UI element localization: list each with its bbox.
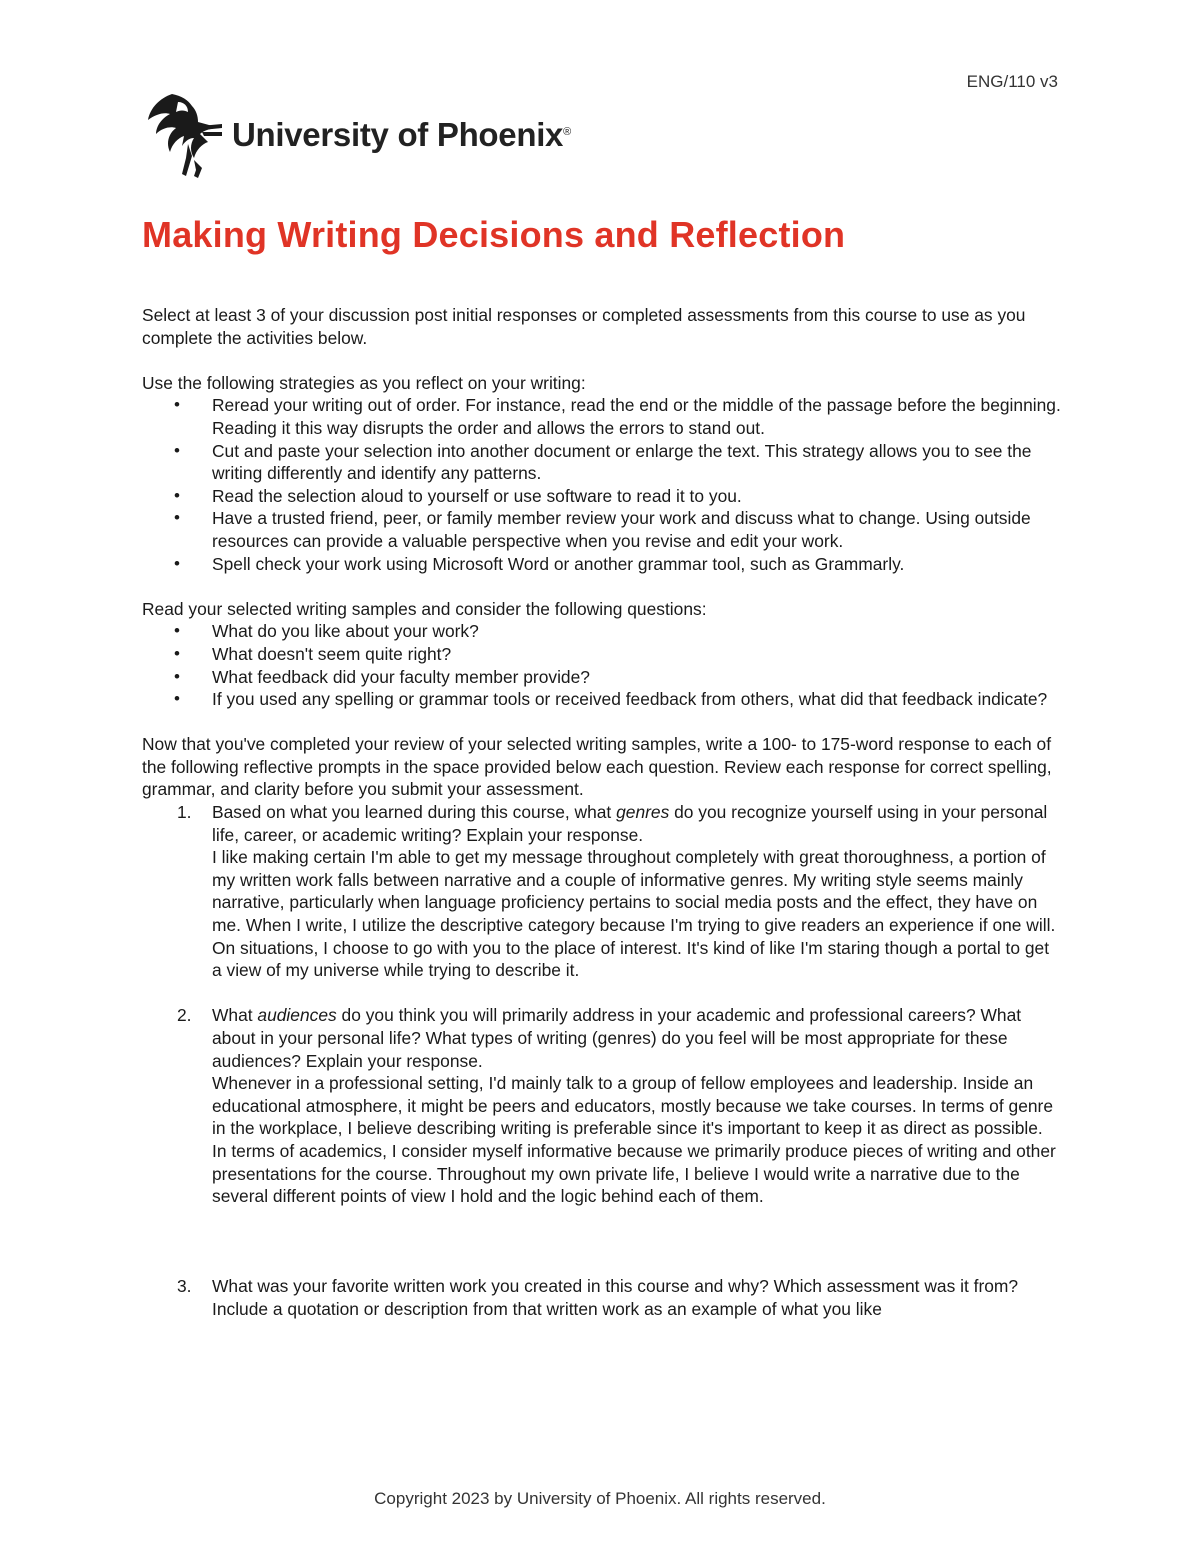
list-item: • What doesn't seem quite right?	[142, 643, 1062, 666]
strategies-lead: Use the following strategies as you reflect on your writing:	[142, 372, 586, 393]
list-item: • Reread your writing out of order. For instance, read the end or the middle of the passage before the beginning. Reading it this way disrupts the order and allows the errors to stand out.	[142, 394, 1062, 439]
prompt-text: What was your favorite written work you created in this course and why? Which assessment was it from? Include a quotation or description from that written work as an example of what you like	[212, 1276, 1019, 1319]
questions-lead: Read your selected writing samples and consider the following questions:	[142, 598, 707, 619]
strategies-list	[142, 394, 1062, 575]
prompt-item-3	[142, 1275, 1062, 1320]
prompts-list	[142, 801, 1062, 1320]
response-text: I like making certain I'm able to get my message throughout completely with great thoroughness, a portion of my written work falls between narrative and a couple of informative genres. My writing style seems mainly narrative, particularly when language proficiency pertains to social media posts and the effect, they have on me. When I write, I utilize the descriptive category because I'm trying to give readers an experience if one will. On situations, I choose to go with you to the place of interest. It's kind of like I'm staring though a portal to get a view of my universe while trying to describe it.	[212, 847, 1056, 981]
list-item: • What do you like about your work?	[142, 620, 1062, 643]
prompt-item-1	[142, 801, 1062, 982]
list-item: • Have a trusted friend, peer, or family member review your work and discuss what to change. Using outside resources can provide a valuable perspective when you revise and edit your work.	[142, 507, 1062, 552]
copyright-footer: Copyright 2023 by University of Phoenix. All rights reserved.	[374, 1489, 826, 1508]
intro-paragraph: Select at least 3 of your discussion post initial responses or completed assessments from this course to use as you complete the activities below.	[142, 305, 1026, 348]
prompt-number: 3.	[177, 1276, 192, 1297]
prompt-text: What audiences do you think you will primarily address in your academic and professional careers? What about in your personal life? What types of writing (genres) do you feel will be most appropriate for these audiences? Explain your response.	[212, 1005, 1022, 1071]
questions-list	[142, 620, 1062, 710]
prompt-item-2	[142, 1004, 1062, 1207]
list-item: • Spell check your work using Microsoft Word or another grammar tool, such as Grammarly.	[142, 553, 1062, 576]
list-item: • If you used any spelling or grammar tools or received feedback from others, what did that feedback indicate?	[142, 688, 1062, 711]
instructions-paragraph: Now that you've completed your review of your selected writing samples, write a 100- to 175-word response to each of the following reflective prompts in the space provided below each question. Review each response for correct spelling, grammar, and clarity before you submit your assessment.	[142, 734, 1052, 800]
prompt-number: 2.	[177, 1005, 192, 1026]
list-item: • Cut and paste your selection into another document or enlarge the text. This strategy allows you to see the writing differently and identify any patterns.	[142, 440, 1062, 485]
document-body	[142, 304, 1062, 1321]
phoenix-bird-icon	[142, 86, 224, 178]
university-logo	[142, 86, 571, 178]
document-title: Making Writing Decisions and Reflection	[142, 214, 846, 255]
course-code: ENG/110 v3	[966, 72, 1058, 91]
prompt-number: 1.	[177, 802, 192, 823]
logo-wordmark: University of Phoenix®	[232, 116, 571, 153]
response-text: Whenever in a professional setting, I'd mainly talk to a group of fellow employees and leadership. Inside an educational atmosphere, it might be peers and educators, mostly because we take courses. In terms of genre in the workplace, I believe describing writing is preferable since it's important to keep it as direct as possible. In terms of academics, I consider myself informative because we primarily produce pieces of writing and other presentations for the course. Throughout my own private life, I believe I would write a narrative due to the several different points of view I hold and the logic behind each of them.	[212, 1073, 1056, 1207]
prompt-text: Based on what you learned during this course, what genres do you recognize yourself using in your personal life, career, or academic writing? Explain your response.	[212, 802, 1048, 845]
list-item: • Read the selection aloud to yourself or use software to read it to you.	[142, 485, 1062, 508]
list-item: • What feedback did your faculty member provide?	[142, 666, 1062, 689]
registered-mark: ®	[563, 126, 571, 138]
